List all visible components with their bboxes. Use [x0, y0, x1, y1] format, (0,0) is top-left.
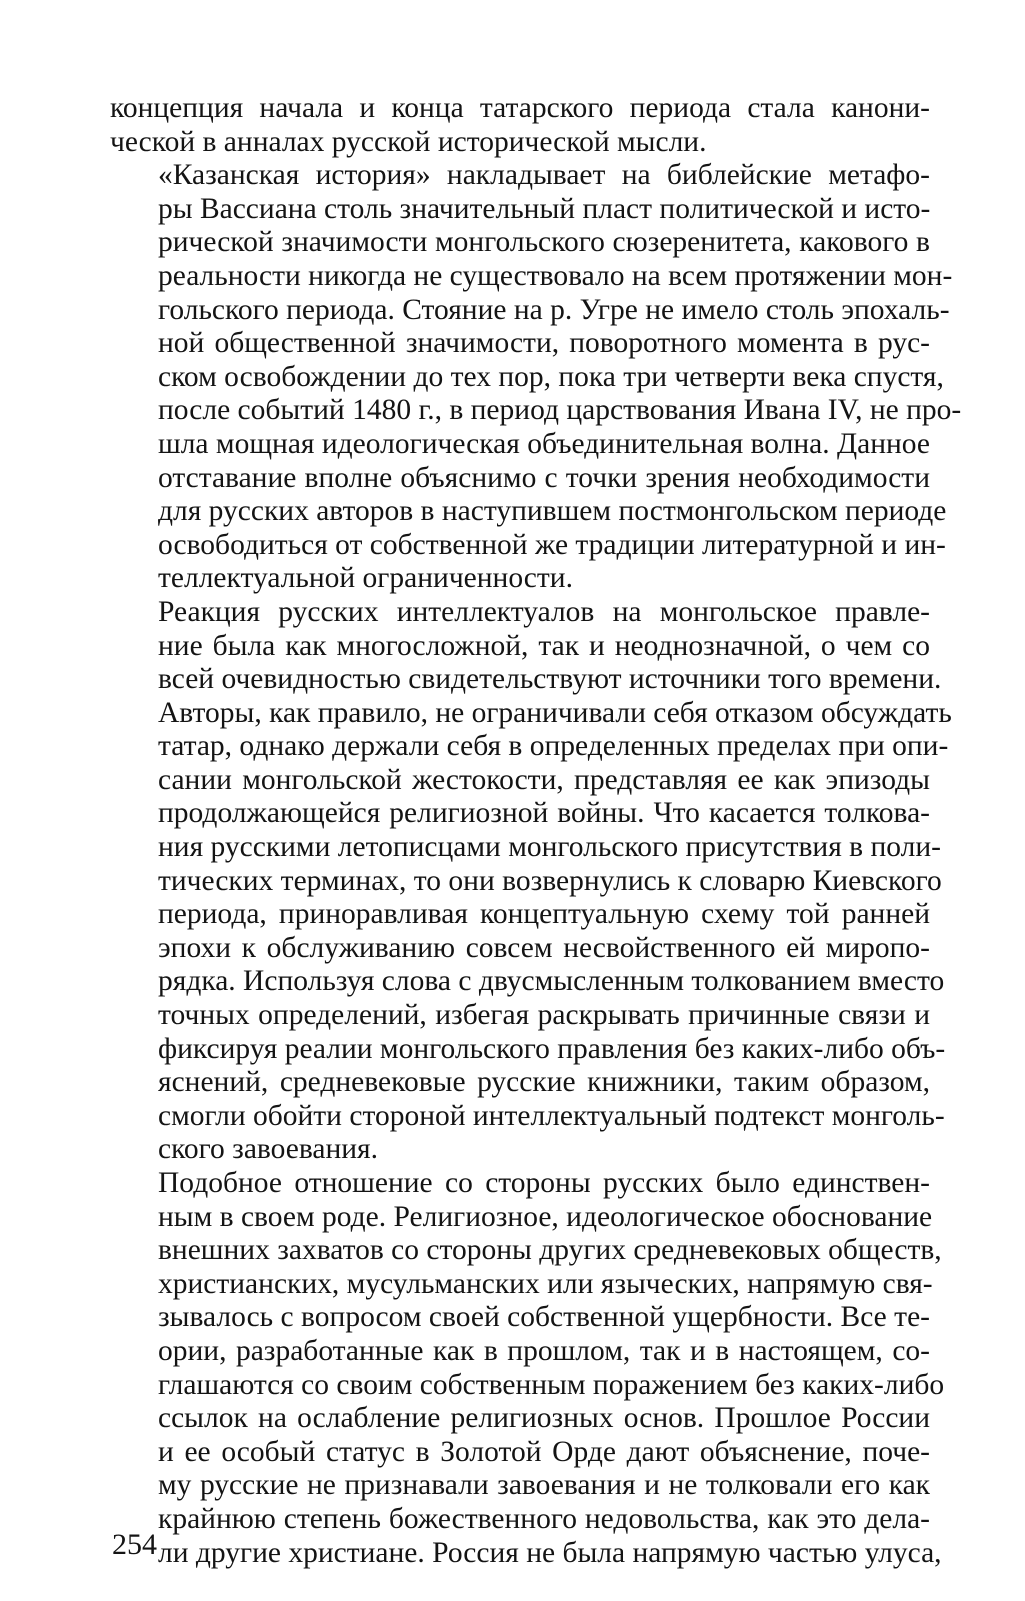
paragraph — [110, 159, 962, 596]
text-line: эпохи к обслуживанию совсем несвойственного ей миропо- — [158, 931, 930, 964]
page-number: 254 — [112, 1528, 157, 1561]
text-line: ной общественной значимости, поворотного момента в рус- — [158, 327, 930, 360]
text-line: внешних захватов со стороны других средневековых обществ, — [158, 1234, 942, 1267]
text-line: для русских авторов в наступившем постмонгольском периоде — [158, 495, 947, 528]
text-line: крайнюю степень божественного недовольства, как это дела- — [158, 1502, 930, 1535]
text-line: концепция начала и конца татарского периода стала канони- — [110, 92, 930, 124]
text-line: рядка. Используя слова с двусмысленным толкованием вместо — [158, 965, 945, 998]
paragraph — [110, 595, 952, 1167]
text-line: ры Вассиана столь значительный пласт политической и исто- — [158, 192, 931, 225]
text-line: освободиться от собственной же традиции литературной и ин- — [158, 528, 946, 561]
text-line: рической значимости монгольского сюзеренитета, какового в — [158, 226, 930, 259]
text-line: му русские не признавали завоевания и не толковали его как — [158, 1469, 930, 1502]
text-line: гольского периода. Стояние на р. Угре не имело столь эпохаль- — [158, 293, 950, 326]
text-line: всей очевидностью свидетельствуют источники того времени. — [158, 663, 942, 696]
text-line: ческой в анналах русской исторической мысли. — [110, 125, 707, 158]
text-line: христианских, мусульманских или языческих, напрямую свя- — [158, 1267, 933, 1300]
text-line: точных определений, избегая раскрывать причинные связи и — [158, 999, 930, 1032]
text-line: ние была как многосложной, так и неоднозначной, о чем со — [158, 629, 930, 662]
paragraph — [110, 1167, 945, 1570]
text-line: Реакция русских интеллектуалов на монгольское правле- — [158, 595, 930, 628]
page-body — [110, 92, 962, 1570]
text-line: Авторы, как правило, не ограничивали себя отказом обсуждать — [158, 696, 952, 729]
text-line: и ее особый статус в Золотой Орде дают объяснение, поче- — [158, 1435, 930, 1468]
text-line: «Казанская история» накладывает на библейские метафо- — [158, 159, 930, 192]
text-line: глашаются со своим собственным поражением без каких-либо — [158, 1368, 945, 1401]
text-line: ния русскими летописцами монгольского присутствия в поли- — [158, 831, 941, 864]
text-line: после событий 1480 г., в период царствования Ивана IV, не про- — [158, 394, 962, 427]
text-line: продолжающейся религиозной войны. Что касается толкова- — [158, 797, 930, 830]
paragraph — [110, 92, 930, 159]
text-line: ссылок на ослабление религиозных основ. Прошлое России — [158, 1402, 930, 1435]
text-line: теллектуальной ограниченности. — [158, 562, 573, 595]
text-line: ории, разработанные как в прошлом, так и в настоящем, со- — [158, 1334, 930, 1367]
text-line: сании монгольской жестокости, представляя ее как эпизоды — [158, 763, 930, 796]
text-line: ным в своем роде. Религиозное, идеологическое обоснование — [158, 1200, 933, 1233]
text-line: татар, однако держали себя в определенных пределах при опи- — [158, 730, 949, 763]
text-line: ского завоевания. — [158, 1133, 378, 1166]
text-line: яснений, средневековые русские книжники, таким образом, — [158, 1066, 930, 1099]
text-line: реальности никогда не существовало на всем протяжении мон- — [158, 259, 953, 292]
text-line: Подобное отношение со стороны русских было единствен- — [158, 1167, 930, 1199]
text-line: отставание вполне объяснимо с точки зрения необходимости — [158, 461, 930, 494]
text-line: периода, приноравливая концептуальную схему той ранней — [158, 898, 930, 931]
text-line: шла мощная идеологическая объединительная волна. Данное — [158, 427, 930, 460]
text-line: ском освобождении до тех пор, пока три четверти века спустя, — [158, 360, 944, 393]
text-line: тических терминах, то они возвернулись к словарю Киевского — [158, 864, 942, 897]
text-line: смогли обойти стороной интеллектуальный подтекст монголь- — [158, 1099, 945, 1132]
text-line: фиксируя реалии монгольского правления без каких-либо объ- — [158, 1032, 946, 1065]
text-line: зывалось с вопросом своей собственной ущербности. Все те- — [158, 1301, 930, 1334]
text-line: ли другие христиане. Россия не была напрямую частью улуса, — [158, 1536, 942, 1569]
